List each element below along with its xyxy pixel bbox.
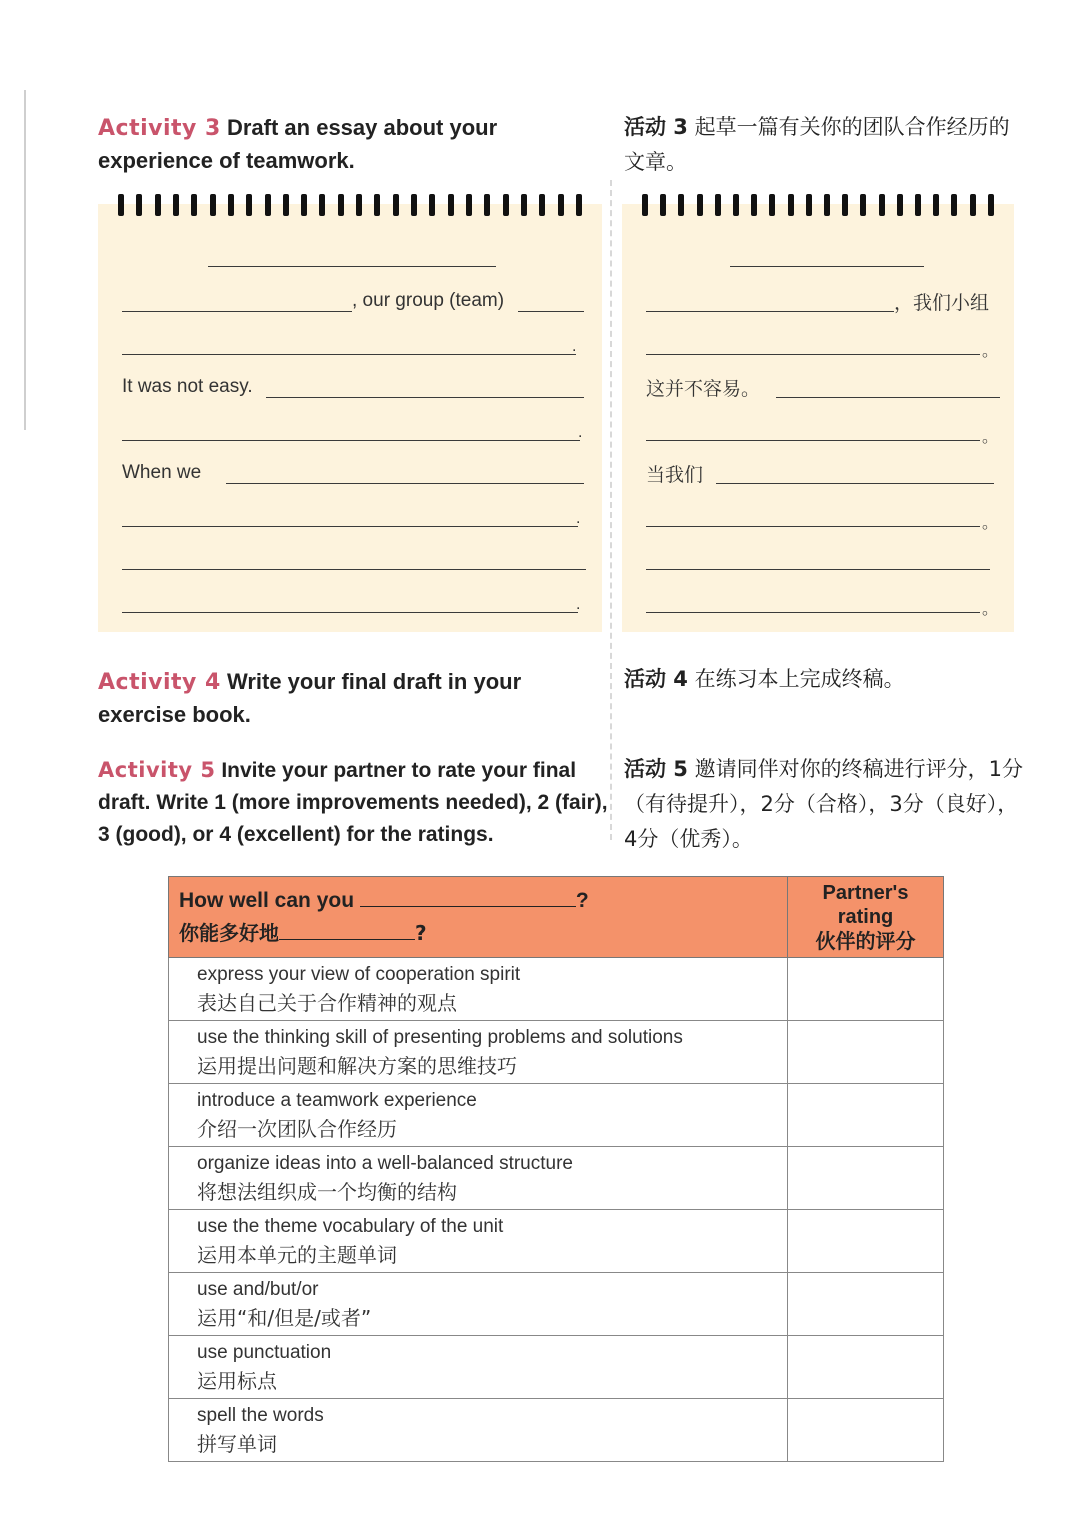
writing-blank[interactable] (122, 311, 352, 312)
skill-cell: express your view of cooperation spirit 表达自己关于合作精神的观点 (169, 958, 788, 1021)
table-header-row (169, 877, 944, 958)
activity5-label-zh: 活动 5 (624, 757, 688, 781)
writing-blank[interactable] (646, 569, 990, 570)
center-divider (610, 180, 612, 840)
prompt-not-easy: It was not easy. (122, 376, 253, 397)
header-qmark-zh: ? (415, 921, 427, 945)
activity5-heading-zh (624, 752, 1024, 857)
rating-cell[interactable] (788, 1147, 944, 1210)
writing-blank[interactable] (226, 483, 584, 484)
activity4-heading-zh (624, 662, 1024, 697)
table-row (169, 1084, 944, 1147)
table-row (169, 1147, 944, 1210)
activity4-heading-en (98, 666, 608, 731)
prompt-our-group: , our group (team) (352, 290, 505, 311)
table-row (169, 1273, 944, 1336)
rating-header-en: Partner's rating (822, 882, 909, 928)
notepad-en: , our group (team) . It was not easy. . When we . . (98, 204, 602, 632)
rating-table (168, 876, 944, 1462)
skill-cell: use and/but/or 运用“和/但是/或者” (169, 1273, 788, 1336)
writing-blank[interactable] (266, 397, 584, 398)
skill-cell: use the theme vocabulary of the unit 运用本单元的主题单词 (169, 1210, 788, 1273)
writing-blank[interactable] (716, 483, 994, 484)
writing-blank[interactable] (646, 612, 980, 613)
skill-cell: use punctuation 运用标点 (169, 1336, 788, 1399)
table-row (169, 1210, 944, 1273)
writing-blank[interactable] (122, 569, 586, 570)
prompt-when-we: When we (122, 462, 202, 483)
rating-column-header (788, 877, 944, 958)
header-blank-en[interactable] (360, 906, 576, 907)
activity3-heading-en (98, 112, 608, 177)
writing-blank[interactable] (518, 311, 584, 312)
rating-cell[interactable] (788, 1210, 944, 1273)
rating-cell[interactable] (788, 1399, 944, 1462)
writing-blank[interactable] (646, 311, 894, 312)
writing-blank[interactable] (646, 354, 980, 355)
activity3-heading-zh (624, 110, 1024, 180)
table-row (169, 1399, 944, 1462)
rating-header-zh: 伙伴的评分 (815, 929, 916, 953)
rating-cell[interactable] (788, 958, 944, 1021)
writing-blank[interactable] (646, 440, 980, 441)
writing-blank[interactable] (776, 397, 1000, 398)
skill-column-header (169, 877, 788, 958)
rating-cell[interactable] (788, 1021, 944, 1084)
header-qmark-en: ? (575, 889, 589, 912)
activity5-label-en: Activity 5 (98, 758, 216, 782)
prompt-not-easy-zh: 这并不容易。 (646, 378, 761, 400)
header-zh: 你能多好地 (179, 921, 279, 945)
table-row (169, 1021, 944, 1084)
activity4-label-en: Activity 4 (98, 670, 221, 695)
header-en: How well can you (179, 889, 355, 912)
notepad-zh-spiral (622, 194, 1014, 216)
activity4-label-zh: 活动 4 (624, 667, 688, 691)
activity3-text-zh: 起草一篇有关你的团队合作经历的文章。 (624, 115, 1010, 174)
notepad-zh: ，我们小组 。 这并不容易。 。 当我们 。 。 (622, 204, 1014, 632)
writing-blank[interactable] (646, 526, 980, 527)
skill-cell: introduce a teamwork experience 介绍一次团队合作经历 (169, 1084, 788, 1147)
writing-blank[interactable] (122, 612, 578, 613)
table-row (169, 1336, 944, 1399)
activity5-heading-en (98, 754, 610, 851)
rating-cell[interactable] (788, 1273, 944, 1336)
activity3-label-en: Activity 3 (98, 116, 221, 141)
activity3-text-en: Draft an essay about your experience of teamwork. (98, 115, 498, 173)
header-blank-zh[interactable] (279, 939, 415, 940)
writing-blank[interactable] (122, 440, 580, 441)
title-blank[interactable] (730, 266, 924, 267)
skill-cell: spell the words 拼写单词 (169, 1399, 788, 1462)
activity4-text-en: Write your final draft in your exercise book. (98, 669, 522, 727)
activity3-label-zh: 活动 3 (624, 115, 688, 139)
writing-blank[interactable] (122, 526, 578, 527)
prompt-our-group-zh: ，我们小组 (894, 292, 990, 314)
activity5-text-zh: 邀请同伴对你的终稿进行评分，1分（有待提升），2分（合格），3分（良好），4分（优秀）。 (624, 757, 1023, 851)
rating-cell[interactable] (788, 1084, 944, 1147)
rating-cell[interactable] (788, 1336, 944, 1399)
prompt-when-we-zh: 当我们 (646, 464, 704, 486)
page-margin-rule (24, 90, 26, 430)
activity5-text-en: Invite your partner to rate your final draft. Write 1 (more improvements needed), 2 (fair), 3 (good), or 4 (excellent) for the ratings. (98, 759, 608, 846)
notepad-en-spiral (98, 194, 602, 216)
skill-cell: use the thinking skill of presenting problems and solutions 运用提出问题和解决方案的思维技巧 (169, 1021, 788, 1084)
skill-cell: organize ideas into a well-balanced structure 将想法组织成一个均衡的结构 (169, 1147, 788, 1210)
writing-blank[interactable] (122, 354, 576, 355)
table-row (169, 958, 944, 1021)
title-blank[interactable] (208, 266, 496, 267)
activity4-text-zh: 在练习本上完成终稿。 (694, 667, 905, 691)
